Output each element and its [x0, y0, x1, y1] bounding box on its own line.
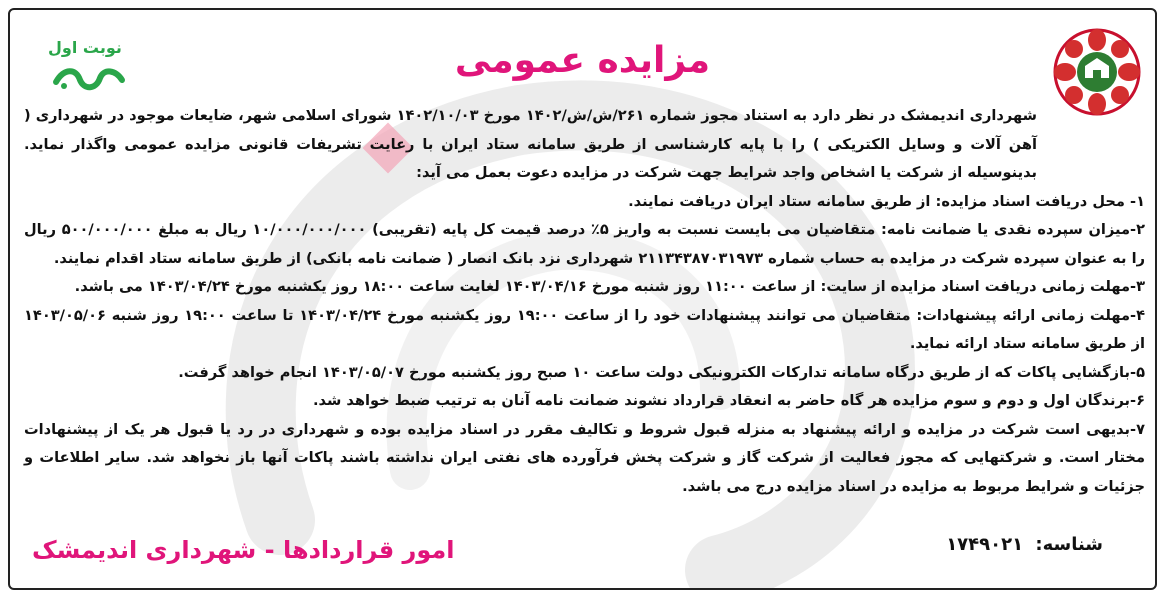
signature: امور قراردادها - شهرداری اندیمشک — [32, 536, 455, 564]
footer — [10, 530, 1155, 576]
header — [10, 10, 1155, 110]
list-item: ۵-بازگشایی پاکات که از طریق درگاه سامانه تدارکات الکترونیکی دولت ساعت ۱۰ صبح روز یکشنبه مورخ ۱۴۰۳/۰۵/۰۷ انجام خواهد گرفت. — [178, 363, 1145, 381]
list-item: ۷-بدیهی است شرکت در مزایده و ارائه پیشنهاد به منزله قبول شروط و تکالیف مقرر در اسناد مزایده بوده و شهرداری در رد یا قبول هر یک از پیشنهادات مختار است. و شرکتهایی که مجوز فعالیت از شرکت گاز و شرکت پخش فرآورده های نفتی ایران نداشته باشند پاکات آنها باز نخواهد شد. سایر اطلاعات و جزئیات و شرایط مربوط به مزایده در اسناد مزایده درج می باشد. — [24, 420, 1145, 495]
notice-id-label: شناسه: — [1035, 534, 1103, 555]
notice-id — [946, 534, 1103, 555]
list-item: ۳-مهلت زمانی دریافت اسناد مزایده از سایت: از ساعت ۱۱:۰۰ روز شنبه مورخ ۱۴۰۳/۰۴/۱۶ لغایت ساعت ۱۸:۰۰ روز یکشنبه مورخ ۱۴۰۳/۰۴/۲۴ می باشد. — [74, 278, 1145, 295]
intro-paragraph: شهرداری اندیمشک در نظر دارد به استناد مجوز شماره ۲۶۱/ش/ش/۱۴۰۲ مورخ ۱۴۰۲/۱۰/۰۳ شورای اسلامی شهر، ضایعات موجود در شهرداری ( آهن آلات و وسایل الکتریکی ) را با پایه کارشناسی از طریق سامانه ستاد ایران با رعایت تشریفات قانونی مزایده عمومی واگذار نماید. بدینوسیله از شرکت یا اشخاص واجد شرایط جهت شرکت در مزایده دعوت بعمل می آید: — [24, 107, 1037, 181]
list-item: ۱- محل دریافت اسناد مزایده: از طریق سامانه ستاد ایران دریافت نمایند. — [628, 192, 1145, 210]
notice-frame — [8, 8, 1157, 590]
list-item: ۶-برندگان اول و دوم و سوم مزایده هر گاه حاضر به انعقاد قرارداد نشوند ضمانت نامه آنان به ترتیب ضبط خواهد شد. — [313, 392, 1145, 409]
list-item: ۴-مهلت زمانی ارائه پیشنهادات: متقاضیان می توانند پیشنهادات خود را از ساعت ۱۹:۰۰ روز یکشنبه مورخ ۱۴۰۳/۰۴/۲۴ تا ساعت ۱۹:۰۰ روز شنبه ۱۴۰۳/۰۵/۰۶ از طریق سامانه ستاد ارائه نماید. — [24, 306, 1145, 352]
page-title: مزایده عمومی — [454, 40, 711, 81]
round-label: نوبت اول — [48, 38, 122, 57]
list-item: ۲-میزان سپرده نقدی یا ضمانت نامه: متقاضیان می بایست نسبت به واریز ۵٪ درصد قیمت کل پایه (تقریبی) ۱۰/۰۰۰/۰۰۰/۰۰۰ ریال به مبلغ ۵۰۰/۰۰۰/۰۰۰ ریال را به عنوان سپرده شرکت در مزایده به حساب شماره ۲۱۱۳۴۳۸۷۰۳۱۹۷۳ شهرداری نزد بانک انصار ( ضمانت نامه بانکی) از طریق سامانه ستاد اقدام نمایند. — [24, 221, 1145, 267]
notice-body — [24, 102, 1145, 501]
notice-id-value: ۱۷۴۹۰۲۱ — [946, 534, 1024, 555]
